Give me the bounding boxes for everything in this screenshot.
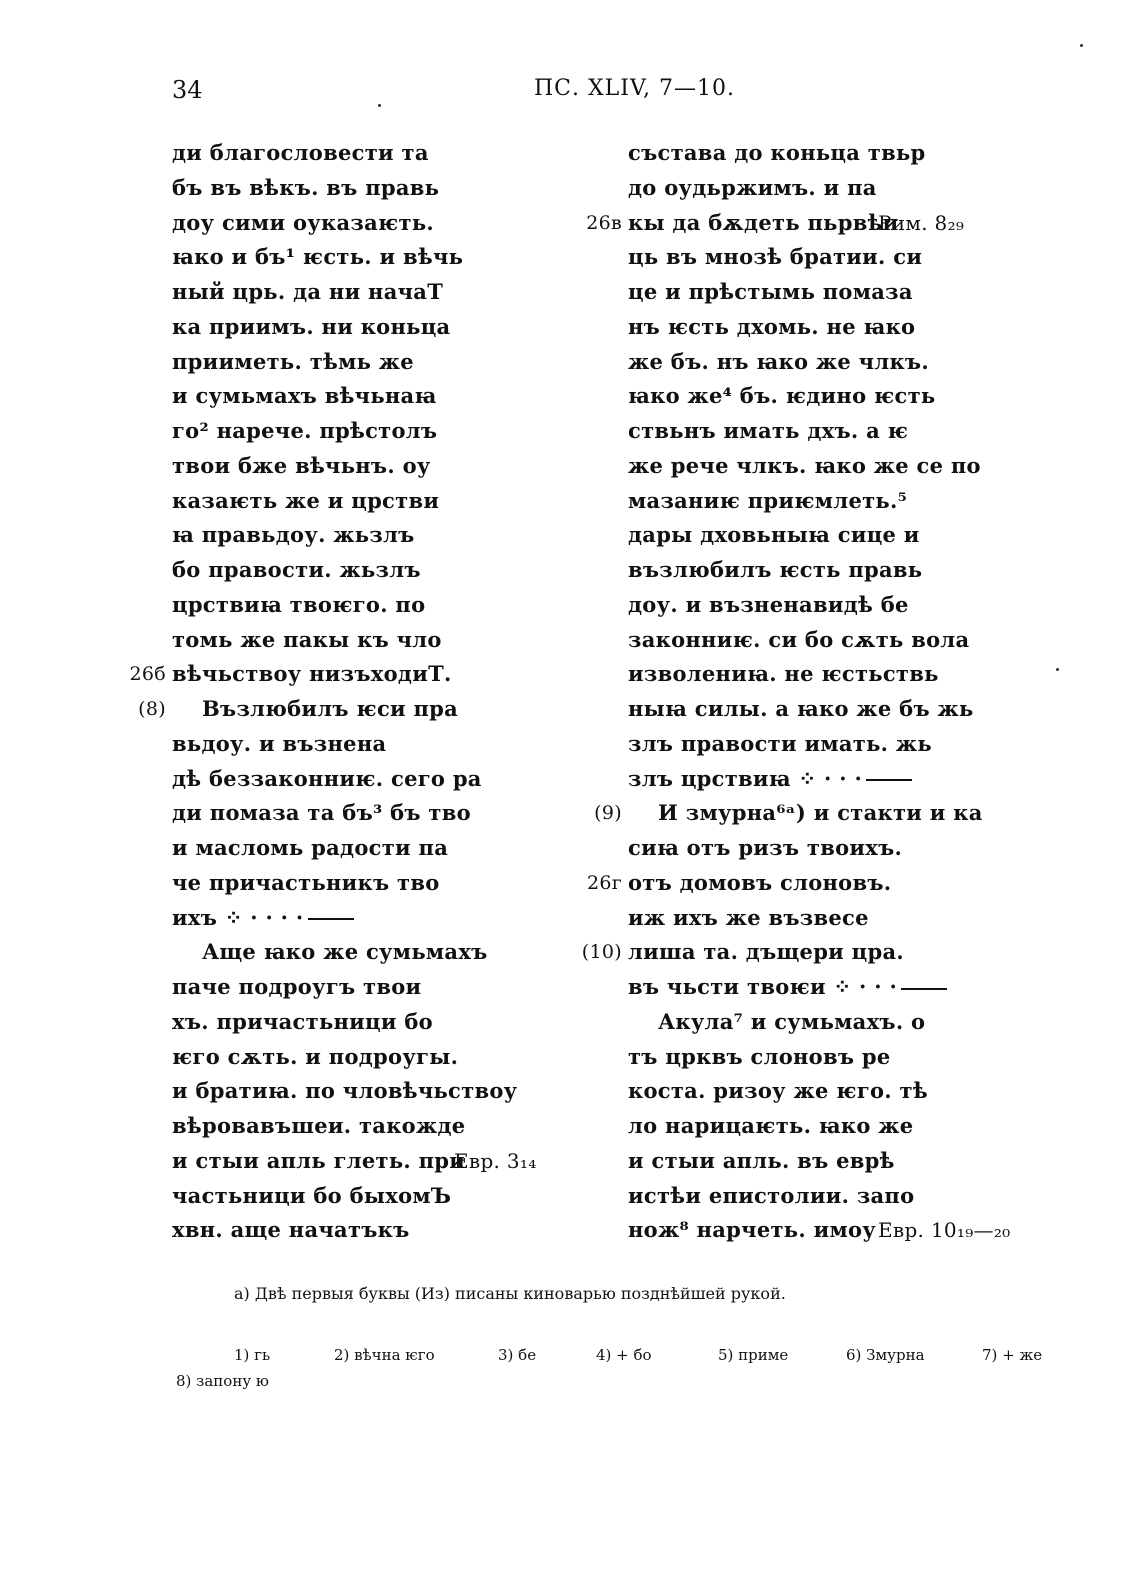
line-text: и масломь радости па bbox=[172, 835, 449, 860]
footnote-4: 4) + бо bbox=[596, 1346, 652, 1364]
line-text: хвн. аще начатъкъ bbox=[172, 1217, 410, 1243]
line-text: частьници бо быхомЪ bbox=[172, 1182, 452, 1208]
print-speck bbox=[1080, 44, 1083, 47]
right-column-line bbox=[628, 553, 983, 588]
line-text: дары дховьныꙗ сице и bbox=[628, 522, 920, 548]
line-text: ло нарицаѥть. ꙗко же bbox=[628, 1113, 914, 1138]
left-column-line bbox=[172, 935, 517, 970]
right-column-line bbox=[586, 206, 983, 241]
left-column-line bbox=[172, 1213, 517, 1248]
footnote-5: 5) приме bbox=[718, 1346, 789, 1364]
line-text: въ чьсти твоѥи ⁘ · · · bbox=[628, 974, 898, 999]
right-column-line bbox=[628, 588, 983, 623]
line-text: вьдоу. и възнена bbox=[172, 730, 387, 756]
line-text: тъ црквъ слоновъ ре bbox=[628, 1043, 891, 1069]
line-text: ствьнъ имать дхъ. а ѥ bbox=[628, 418, 909, 443]
line-text: до оудьржимъ. и па bbox=[628, 174, 877, 200]
footnote-3: 3) бе bbox=[498, 1346, 537, 1364]
margin-marker: (9) bbox=[594, 802, 622, 825]
right-column-line bbox=[581, 935, 983, 970]
margin-marker: 26в bbox=[586, 211, 622, 234]
line-text: ѥго сѫть. и подроугы. bbox=[172, 1043, 459, 1069]
margin-marker: (10) bbox=[581, 941, 622, 964]
line-text: ди благословести та bbox=[172, 140, 429, 165]
line-text: хъ. причастьници бо bbox=[172, 1008, 433, 1034]
right-column-line bbox=[628, 414, 983, 449]
left-column-line bbox=[172, 762, 517, 797]
line-text: вѣровавъшеи. такожде bbox=[172, 1113, 466, 1138]
line-text: паче подроугъ твои bbox=[172, 974, 422, 999]
right-column-line bbox=[628, 449, 983, 484]
line-text: истѣи епистолии. запо bbox=[628, 1182, 915, 1208]
left-column-line bbox=[172, 136, 517, 171]
line-text: че причастьникъ тво bbox=[172, 869, 440, 895]
left-column-line bbox=[172, 345, 517, 380]
line-text: ꙗ правьдоу. жьзлъ bbox=[172, 522, 415, 548]
print-speck bbox=[378, 104, 381, 107]
right-column-line bbox=[628, 171, 983, 206]
line-text: нож⁸ нарчеть. имоу bbox=[628, 1217, 877, 1243]
left-column-line bbox=[172, 866, 517, 901]
line-text: и стыи апль глеть. при bbox=[172, 1147, 466, 1173]
page-number: 34 bbox=[172, 76, 203, 104]
end-flourish bbox=[901, 988, 947, 990]
left-column-line bbox=[172, 484, 517, 519]
footnote-a: а) Двѣ первыя буквы (Из) писаны киноварью позднѣйшей рукой. bbox=[234, 1284, 786, 1303]
line-text: лиша та. дъщери цра. bbox=[628, 939, 904, 965]
margin-marker: 26г bbox=[586, 871, 622, 894]
right-column-line bbox=[594, 796, 983, 831]
line-text: възлюбилъ ѥсть правь bbox=[628, 557, 923, 582]
footnote-2: 2) вѣчна ѥго bbox=[334, 1346, 435, 1364]
right-column-line bbox=[628, 310, 983, 345]
left-column-line bbox=[172, 310, 517, 345]
line-text: коста. ризоу же ѥго. тѣ bbox=[628, 1078, 928, 1104]
running-head: ПС. XLIV, 7—10. bbox=[534, 76, 735, 101]
right-column-line bbox=[628, 727, 983, 762]
left-column-line bbox=[172, 970, 517, 1005]
left-column-line bbox=[172, 206, 517, 241]
right-column-line bbox=[628, 484, 983, 519]
line-text: ный црь. да ни начаТ bbox=[172, 279, 444, 304]
left-column-line bbox=[172, 1179, 517, 1214]
end-flourish bbox=[866, 779, 912, 781]
scripture-reference: Рим. 8₂₉ bbox=[878, 210, 965, 235]
right-column-line bbox=[628, 1144, 983, 1179]
line-text: бъ въ вѣкъ. въ правь bbox=[172, 174, 440, 200]
left-column-line bbox=[129, 657, 517, 692]
line-text: мазаниѥ приѥмлеть.⁵ bbox=[628, 487, 908, 513]
right-column-line bbox=[628, 345, 983, 380]
left-column-line bbox=[172, 240, 517, 275]
left-column-line bbox=[172, 414, 517, 449]
left-column-line bbox=[172, 623, 517, 658]
footnote-8: 8) запону ю bbox=[176, 1372, 269, 1390]
line-text: казаѥть же и црстви bbox=[172, 487, 440, 513]
right-column bbox=[581, 136, 1011, 1248]
line-text: ка приимъ. ни коньца bbox=[172, 313, 451, 339]
line-text: го² нарече. прѣстолъ bbox=[172, 418, 438, 443]
line-text: бо правости. жьзлъ bbox=[172, 557, 421, 582]
right-column-line bbox=[628, 1005, 983, 1040]
right-column-line bbox=[628, 901, 983, 936]
right-column-line bbox=[628, 623, 983, 658]
left-column-line bbox=[172, 171, 517, 206]
right-column-line bbox=[628, 970, 983, 1005]
footnote-7: 7) + же bbox=[982, 1346, 1043, 1364]
scripture-reference: Евр. 10₁₉—₂₀ bbox=[878, 1218, 1011, 1243]
line-text: томь же пакы къ чло bbox=[172, 626, 442, 652]
line-text: вѣчьствоу низъходиТ. bbox=[172, 661, 452, 687]
right-column-line bbox=[628, 692, 983, 727]
left-column-line bbox=[172, 901, 517, 936]
right-column-line bbox=[628, 240, 983, 275]
line-text: и сумьмахъ вѣчьнаꙗ bbox=[172, 383, 437, 409]
line-text: Акула⁷ и сумьмахъ. о bbox=[658, 1008, 926, 1034]
line-text: прииметь. тѣмь же bbox=[172, 348, 414, 374]
scripture-reference: Евр. 3₁₄ bbox=[454, 1148, 537, 1173]
left-column-line bbox=[172, 727, 517, 762]
left-column-line bbox=[172, 518, 517, 553]
right-column-line bbox=[628, 518, 983, 553]
right-column-line bbox=[628, 136, 983, 171]
line-text: же бъ. нъ ꙗко же члкъ. bbox=[628, 348, 929, 374]
line-text: ць въ мнозѣ братии. си bbox=[628, 244, 923, 270]
left-column-line bbox=[172, 553, 517, 588]
left-column-line bbox=[172, 588, 517, 623]
line-text: и братиꙗ. по чловѣчьствоу bbox=[172, 1078, 518, 1104]
left-column-line bbox=[172, 1040, 517, 1075]
right-column-line bbox=[628, 1074, 983, 1109]
line-text: же рече члкъ. ꙗко же се по bbox=[628, 452, 981, 478]
line-text: ныꙗ силы. а ꙗко же бъ жь bbox=[628, 696, 974, 721]
line-text: це и прѣстымь помаза bbox=[628, 279, 913, 304]
left-column-line bbox=[172, 831, 517, 866]
line-text: иж ихъ же възвесе bbox=[628, 904, 869, 930]
line-text: доу сими оуказаѥть. bbox=[172, 209, 434, 235]
line-text: сиꙗ отъ ризъ твоихъ. bbox=[628, 835, 903, 860]
right-column-line bbox=[628, 762, 983, 797]
line-text: отъ домовъ слоновъ. bbox=[628, 869, 892, 895]
margin-marker: (8) bbox=[138, 698, 166, 720]
right-column-line bbox=[628, 1040, 983, 1075]
line-text: доу. и възненавидѣ бе bbox=[628, 591, 909, 617]
line-text: ихъ ⁘ · · · · bbox=[172, 904, 304, 930]
margin-marker: 26б bbox=[129, 663, 166, 686]
right-column-line bbox=[628, 657, 983, 692]
line-text: Аще ꙗко же сумьмахъ bbox=[202, 939, 488, 965]
print-speck bbox=[1056, 668, 1059, 671]
line-text: црствиꙗ твоѥго. по bbox=[172, 591, 426, 617]
left-column-line bbox=[172, 1005, 517, 1040]
left-column-line bbox=[172, 1109, 517, 1144]
right-column-line bbox=[628, 1109, 983, 1144]
line-text: ꙗко и бъ¹ ѥсть. и вѣчь bbox=[172, 244, 464, 270]
line-text: кы да бѫдеть пьрвѣи bbox=[628, 209, 899, 235]
right-column-line bbox=[628, 275, 983, 310]
line-text: злъ правости имать. жь bbox=[628, 730, 932, 756]
line-text: и стыи апль. въ еврѣ bbox=[628, 1147, 895, 1173]
right-column-line bbox=[628, 379, 983, 414]
line-text: ꙗко же⁴ бъ. ѥдино ѥсть bbox=[628, 383, 936, 409]
footnote-1: 1) гь bbox=[234, 1346, 271, 1364]
left-column-line bbox=[172, 449, 517, 484]
right-column-line bbox=[628, 831, 983, 866]
footnote-6: 6) Змурна bbox=[846, 1346, 925, 1364]
line-text: ди помаза та бъ³ бъ тво bbox=[172, 800, 471, 826]
end-flourish bbox=[308, 918, 354, 920]
left-column-line bbox=[138, 692, 517, 727]
left-column-line bbox=[172, 1074, 517, 1109]
left-column-line bbox=[172, 275, 517, 310]
right-column-line bbox=[628, 1179, 983, 1214]
line-text: законниѥ. си бо сѫть вола bbox=[628, 626, 970, 652]
line-text: твои бже вѣчьнъ. оу bbox=[172, 452, 431, 478]
left-column bbox=[129, 136, 537, 1248]
left-column-line bbox=[172, 379, 517, 414]
left-column-line bbox=[172, 1144, 537, 1179]
right-column-line bbox=[628, 1213, 1011, 1248]
line-text: състава до коньца твьр bbox=[628, 140, 926, 165]
line-text: И змурна⁶ᵃ) и стакти и ка bbox=[658, 800, 983, 826]
line-text: дѣ беззаконниѥ. сего ра bbox=[172, 765, 482, 791]
right-column-line bbox=[586, 866, 983, 901]
line-text: изволениꙗ. не ѥстьствь bbox=[628, 661, 939, 687]
line-text: нъ ѥсть дхомь. не ꙗко bbox=[628, 313, 916, 339]
left-column-line bbox=[172, 796, 517, 831]
line-text: Възлюбилъ ѥси пра bbox=[202, 696, 459, 721]
line-text: злъ црствиꙗ ⁘ · · · bbox=[628, 765, 863, 791]
